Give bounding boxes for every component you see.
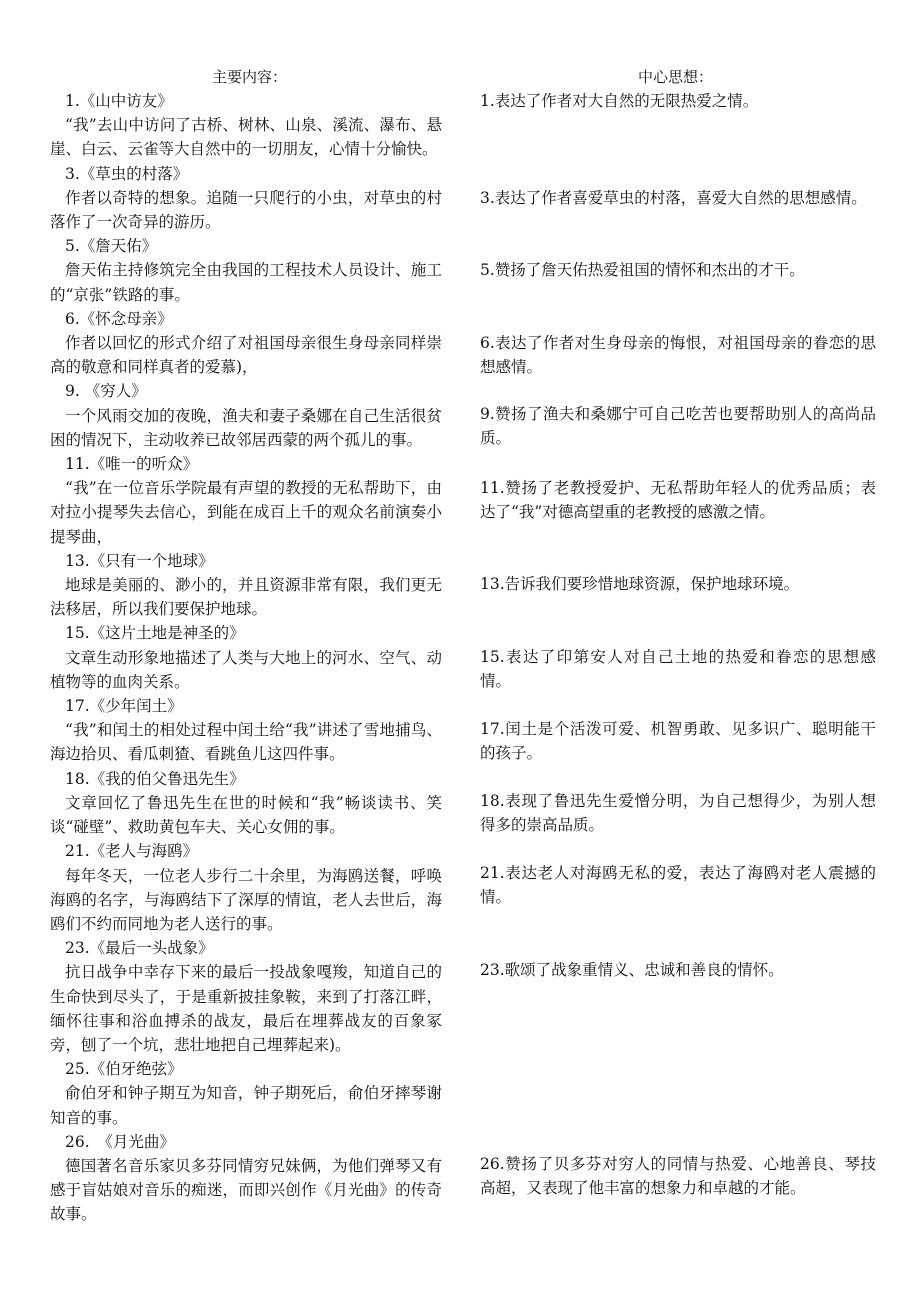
- lesson-summary: 一个风雨交加的夜晚，渔夫和妻子桑娜在自己生活很贫困的情况下，主动收养已故邻居西蒙的两个孤儿的事。: [50, 406, 442, 449]
- lesson-summary: 地球是美丽的、渺小的，并且资源非常有限，我们更无法移居，所以我们要保护地球。: [50, 576, 442, 619]
- lesson-summary: 文章生动形象地描述了人类与大地上的河水、空气、动植物等的血肉关系。: [50, 648, 442, 691]
- lesson-summary: “我”和闰土的相处过程中闰土给“我”讲述了雪地捕鸟、海边拾贝、看瓜刺猹、看跳鱼儿这四件事。: [50, 721, 442, 764]
- lesson-summary: 文章回忆了鲁迅先生在世的时候和“我”畅谈读书、笑谈“碰壁”、救助黄包车夫、关心女佣的事。: [50, 793, 442, 837]
- main-content-heading: 主要内容：: [212, 68, 288, 86]
- lesson-title: 25.《伯牙绝弦》: [65, 1060, 183, 1079]
- lesson-summary: 俞伯牙和钟子期互为知音，钟子期死后，俞伯牙摔琴谢知音的事。: [50, 1084, 442, 1127]
- central-idea: 1.表达了作者对大自然的无限热爱之情。: [480, 92, 759, 110]
- central-idea: 17.闰土是个活泼可爱、机智勇敢、见多识广、聪明能干的孩子。: [480, 720, 876, 763]
- lesson-title: 1.《山中访友》: [65, 92, 173, 110]
- lesson-title: 21.《老人与海鸥》: [65, 842, 199, 861]
- lesson-summary: 抗日战争中幸存下来的最后一投战象嘎羧，知道自己的生命快到尽头了，于是重新披挂象鞍，来到了打落江畔，缅怀往事和浴血搏杀的战友，最后在埋葬战友的百象冢旁，刨了一个坑，悲壮地把自己埋葬起来)。: [50, 963, 442, 1054]
- central-idea-heading: 中心思想：: [638, 68, 714, 86]
- central-idea: 13.告诉我们要珍惜地球资源，保护地球环境。: [480, 575, 800, 593]
- lesson-title: 26. 《月光曲》: [65, 1132, 175, 1151]
- lesson-title: 23.《最后一头战象》: [65, 939, 214, 958]
- central-idea: 23.歌颂了战象重情义、忠诚和善良的情怀。: [480, 961, 784, 979]
- lesson-title: 9. 《穷人》: [65, 382, 147, 401]
- main-content-column: [50, 89, 442, 1227]
- lesson-title: 11.《唯一的听众》: [65, 455, 199, 474]
- lesson-summary: 作者以奇特的想象。追随一只爬行的小虫，对草虫的村落作了一次奇异的游历。: [50, 188, 442, 232]
- central-idea: 6.表达了作者对生身母亲的悔恨，对祖国母亲的眷恋的思想感情。: [480, 334, 876, 377]
- lesson-title: 15.《这片土地是神圣的》: [65, 624, 245, 643]
- lesson-title: 13.《只有一个地球》: [65, 551, 214, 570]
- lesson-summary: 德国著名音乐家贝多芬同情穷兄妹俩，为他们弹琴又有感于盲姑娘对音乐的痴迷，而即兴创作《月光曲》的传奇故事。: [50, 1156, 442, 1224]
- central-idea: 5.赞扬了詹天佑热爱祖国的情怀和杰出的才干。: [480, 261, 805, 279]
- lesson-title: 18.《我的伯父鲁迅先生》: [65, 769, 245, 788]
- lesson-summary: 每年冬天，一位老人步行二十余里，为海鸥送餐，呼唤海鸥的名字，与海鸥结下了深厚的情谊，老人去世后，海鸥们不约而同地为老人送行的事。: [50, 866, 442, 933]
- central-idea: 9.赞扬了渔夫和桑娜宁可自己吃苦也要帮助别人的高尚品质。: [480, 405, 876, 448]
- lesson-title: 3.《草虫的村落》: [65, 164, 189, 183]
- lesson-title: 17.《少年闰土》: [65, 697, 183, 716]
- lesson-summary: “我”去山中访问了古桥、树林、山泉、溪流、瀑布、悬崖、白云、云雀等大自然中的一切朋友，心情十分愉快。: [50, 116, 442, 159]
- lesson-summary: “我”在一位音乐学院最有声望的教授的无私帮助下，由对拉小提琴失去信心，到能在成百上千的观众名前演奏小提琴曲，: [50, 479, 442, 546]
- central-idea: 26.赞扬了贝多芬对穷人的同情与热爱、心地善良、琴技高超，又表现了他丰富的想象力和卓越的才能。: [480, 1155, 876, 1198]
- lesson-summary: 詹天佑主持修筑完全由我国的工程技术人员设计、施工的“京张”铁路的事。: [50, 261, 442, 304]
- central-idea: 21.表达老人对海鸥无私的爱，表达了海鸥对老人震撼的情。: [480, 864, 876, 907]
- central-idea: 15.表达了印第安人对自己土地的热爱和眷恋的思想感情。: [480, 648, 876, 691]
- lesson-summary: 作者以回忆的形式介绍了对祖国母亲很生身母亲同样崇高的敬意和同样真者的爱慕)，: [50, 334, 442, 377]
- lesson-title: 6.《怀念母亲》: [65, 309, 173, 328]
- central-idea: 3.表达了作者喜爱草虫的村落，喜爱大自然的思想感情。: [480, 189, 867, 207]
- central-idea: 18.表现了鲁迅先生爱憎分明，为自己想得少，为别人想得多的崇高品质。: [480, 792, 876, 835]
- central-idea: 11.赞扬了老教授爱护、无私帮助年轻人的优秀品质；表达了“我”对德高望重的老教授的感激之情。: [480, 479, 876, 522]
- lesson-title: 5.《詹天佑》: [65, 237, 158, 256]
